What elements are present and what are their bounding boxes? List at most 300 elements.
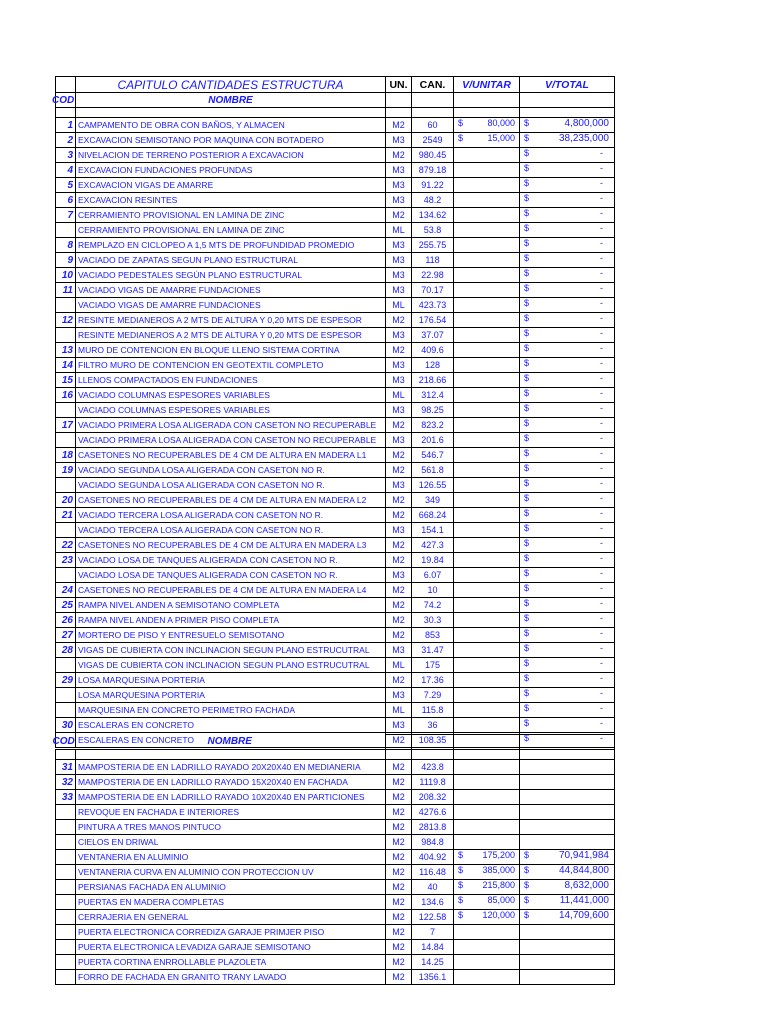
- row-unit-value: [454, 775, 520, 790]
- row-quantity: 128: [412, 358, 454, 373]
- row-unit: M3: [386, 523, 412, 538]
- currency-symbol: $: [524, 658, 530, 668]
- row-unit: M3: [386, 478, 412, 493]
- row-name: CERRAJERIA EN GENERAL: [76, 910, 386, 925]
- currency-symbol: $: [524, 493, 530, 503]
- row-quantity: 30.3: [412, 613, 454, 628]
- row-unit-value: [454, 253, 520, 268]
- row-unit-value: [454, 403, 520, 418]
- row-cod: 9: [56, 253, 76, 268]
- currency-symbol: $: [524, 673, 530, 683]
- row-quantity: 134.62: [412, 208, 454, 223]
- row-unit: M2: [386, 970, 412, 985]
- row-name: PERSIANAS FACHADA EN ALUMINIO: [76, 880, 386, 895]
- row-quantity: 546.7: [412, 448, 454, 463]
- row-name: VACIADO PRIMERA LOSA ALIGERADA CON CASETON NO RECUPERABLE: [76, 418, 386, 433]
- row-unit-value: [454, 805, 520, 820]
- row-cod: [56, 703, 76, 718]
- currency-symbol: $: [524, 643, 530, 653]
- currency-symbol: $: [524, 148, 530, 158]
- row-name: MARQUESINA EN CONCRETO PERIMETRO FACHADA: [76, 703, 386, 718]
- table-row: [56, 223, 615, 238]
- row-name: VIGAS DE CUBIERTA CON INCLINACION SEGUN PLANO ESTRUCUTRAL: [76, 658, 386, 673]
- row-total-value: [520, 313, 615, 328]
- row-quantity: 17.36: [412, 673, 454, 688]
- table-row: [56, 508, 615, 523]
- currency-symbol: $: [524, 403, 530, 413]
- total-value-amount: -: [600, 703, 603, 713]
- row-unit: M2: [386, 910, 412, 925]
- table-row: [56, 775, 615, 790]
- section1-table: [52, 76, 615, 748]
- row-total-value: [520, 805, 615, 820]
- row-name: CAMPAMENTO DE OBRA CON BAÑOS, Y ALMACEN: [76, 118, 386, 133]
- row-quantity: 22.98: [412, 268, 454, 283]
- row-name: RESINTE MEDIANEROS A 2 MTS DE ALTURA Y 0,20 MTS DE ESPESOR: [76, 328, 386, 343]
- row-quantity: 423.73: [412, 298, 454, 313]
- currency-symbol: $: [458, 895, 464, 905]
- row-name: VACIADO PEDESTALES SEGÚN PLANO ESTRUCTURAL: [76, 268, 386, 283]
- row-unit-value: [454, 613, 520, 628]
- row-unit-value: [454, 895, 520, 910]
- total-value-amount: -: [600, 478, 603, 488]
- row-cod: [56, 910, 76, 925]
- row-unit-value: [454, 925, 520, 940]
- row-quantity: 201.6: [412, 433, 454, 448]
- row-unit-value: [454, 133, 520, 148]
- row-unit: M2: [386, 673, 412, 688]
- row-quantity: 4276.6: [412, 805, 454, 820]
- row-quantity: 14.25: [412, 955, 454, 970]
- row-quantity: 126.55: [412, 478, 454, 493]
- row-unit-value: [454, 910, 520, 925]
- row-quantity: 561.8: [412, 463, 454, 478]
- row-total-value: [520, 955, 615, 970]
- total-value-amount: -: [600, 268, 603, 278]
- total-value-amount: -: [600, 523, 603, 533]
- row-unit-value: [454, 223, 520, 238]
- row-name: CASETONES NO RECUPERABLES DE 4 CM DE ALTURA EN MADERA L2: [76, 493, 386, 508]
- row-total-value: [520, 568, 615, 583]
- total-value-amount: -: [600, 163, 603, 173]
- table-row: [56, 493, 615, 508]
- row-quantity: 175: [412, 658, 454, 673]
- unit-value-amount: 120,000: [482, 910, 515, 920]
- row-name: VIGAS DE CUBIERTA CON INCLINACION SEGUN PLANO ESTRUCUTRAL: [76, 643, 386, 658]
- row-unit: M2: [386, 553, 412, 568]
- currency-symbol: $: [524, 910, 530, 920]
- row-quantity: 2813.8: [412, 820, 454, 835]
- row-name: CASETONES NO RECUPERABLES DE 4 CM DE ALTURA EN MADERA L3: [76, 538, 386, 553]
- row-name: VACIADO LOSA DE TANQUES ALIGERADA CON CASETON NO R.: [76, 553, 386, 568]
- row-cod: 26: [56, 613, 76, 628]
- row-cod: [56, 940, 76, 955]
- row-name: EXCAVACION VIGAS DE AMARRE: [76, 178, 386, 193]
- row-unit-value: [454, 790, 520, 805]
- row-unit: M2: [386, 628, 412, 643]
- row-name: MURO DE CONTENCION EN BLOQUE LLENO SISTEMA CORTINA: [76, 343, 386, 358]
- row-cod: 18: [56, 448, 76, 463]
- table-row: [56, 628, 615, 643]
- row-unit: M2: [386, 538, 412, 553]
- currency-symbol: $: [524, 523, 530, 533]
- total-value-amount: 4,800,000: [564, 118, 609, 129]
- row-cod: 22: [56, 538, 76, 553]
- row-name: VACIADO SEGUNDA LOSA ALIGERADA CON CASETON NO R.: [76, 463, 386, 478]
- row-unit-value: [454, 178, 520, 193]
- row-cod: [56, 880, 76, 895]
- row-quantity: 36: [412, 718, 454, 733]
- row-cod: 25: [56, 598, 76, 613]
- row-quantity: 349: [412, 493, 454, 508]
- row-cod: 10: [56, 268, 76, 283]
- total-value-amount: -: [600, 688, 603, 698]
- row-quantity: 176.54: [412, 313, 454, 328]
- currency-symbol: $: [524, 703, 530, 713]
- row-cod: [56, 298, 76, 313]
- currency-symbol: $: [524, 508, 530, 518]
- row-unit: M3: [386, 433, 412, 448]
- row-unit: M3: [386, 643, 412, 658]
- row-cod: 24: [56, 583, 76, 598]
- header-vtotal: V/TOTAL: [520, 77, 615, 93]
- table-row: [56, 643, 615, 658]
- row-unit: M2: [386, 925, 412, 940]
- row-cod: [56, 328, 76, 343]
- row-total-value: [520, 478, 615, 493]
- row-cod: 30: [56, 718, 76, 733]
- table-row: [56, 553, 615, 568]
- table-row: [56, 478, 615, 493]
- finishes-quantities-table: [52, 734, 614, 985]
- table-row: [56, 133, 615, 148]
- row-cod: 23: [56, 553, 76, 568]
- row-unit: M2: [386, 463, 412, 478]
- row-name: MAMPOSTERIA DE EN LADRILLO RAYADO 10X20X40 EN PARTICIONES: [76, 790, 386, 805]
- total-value-amount: -: [600, 358, 603, 368]
- currency-symbol: $: [458, 910, 464, 920]
- row-total-value: [520, 418, 615, 433]
- row-cod: [56, 970, 76, 985]
- currency-symbol: $: [524, 568, 530, 578]
- row-unit-value: [454, 343, 520, 358]
- currency-symbol: $: [458, 133, 464, 143]
- total-value-amount: -: [600, 178, 603, 188]
- row-total-value: [520, 118, 615, 133]
- row-total-value: [520, 658, 615, 673]
- table-row: [56, 790, 615, 805]
- row-name: LOSA MARQUESINA PORTERIA: [76, 673, 386, 688]
- currency-symbol: $: [524, 613, 530, 623]
- table-row: [56, 163, 615, 178]
- row-cod: 33: [56, 790, 76, 805]
- row-cod: [56, 895, 76, 910]
- row-quantity: 118: [412, 253, 454, 268]
- row-quantity: 980.45: [412, 148, 454, 163]
- table-row: [56, 613, 615, 628]
- table-row: [56, 433, 615, 448]
- row-name: MAMPOSTERIA DE EN LADRILLO RAYADO 15X20X40 EN FACHADA: [76, 775, 386, 790]
- table-row: [56, 373, 615, 388]
- table-row: [56, 448, 615, 463]
- currency-symbol: $: [524, 583, 530, 593]
- currency-symbol: $: [524, 208, 530, 218]
- row-name: VACIADO LOSA DE TANQUES ALIGERADA CON CASETON NO R.: [76, 568, 386, 583]
- currency-symbol: $: [524, 880, 530, 890]
- row-unit: M2: [386, 805, 412, 820]
- row-quantity: 6.07: [412, 568, 454, 583]
- total-value-amount: 8,632,000: [564, 880, 609, 891]
- row-name: FORRO DE FACHADA EN GRANITO TRANY LAVADO: [76, 970, 386, 985]
- table-row: [56, 718, 615, 733]
- row-name: REMPLAZO EN CICLOPEO A 1,5 MTS DE PROFUNDIDAD PROMEDIO: [76, 238, 386, 253]
- row-unit: M3: [386, 403, 412, 418]
- row-total-value: [520, 343, 615, 358]
- total-value-amount: -: [600, 553, 603, 563]
- row-unit-value: [454, 583, 520, 598]
- row-unit: M2: [386, 313, 412, 328]
- currency-symbol: $: [524, 193, 530, 203]
- table-row: [56, 658, 615, 673]
- row-total-value: [520, 193, 615, 208]
- structure-quantities-table: [52, 76, 614, 748]
- total-value-amount: -: [600, 418, 603, 428]
- row-unit-value: [454, 208, 520, 223]
- unit-value-amount: 80,000: [487, 118, 515, 128]
- row-unit-value: [454, 508, 520, 523]
- total-value-amount: 70,941,984: [558, 850, 609, 861]
- row-name: PUERTA ELECTRONICA CORREDIZA GARAJE PRIMJER PISO: [76, 925, 386, 940]
- currency-symbol: $: [524, 895, 530, 905]
- row-unit-value: [454, 553, 520, 568]
- table-row: [56, 583, 615, 598]
- row-quantity: 409.6: [412, 343, 454, 358]
- row-unit-value: [454, 298, 520, 313]
- row-name: MORTERO DE PISO Y ENTRESUELO SEMISOTANO: [76, 628, 386, 643]
- row-total-value: [520, 448, 615, 463]
- row-total-value: [520, 790, 615, 805]
- row-quantity: 134.6: [412, 895, 454, 910]
- table-row: [56, 358, 615, 373]
- row-unit: M2: [386, 598, 412, 613]
- row-unit-value: [454, 358, 520, 373]
- row-total-value: [520, 718, 615, 733]
- currency-symbol: $: [524, 733, 530, 743]
- row-unit-value: [454, 688, 520, 703]
- row-unit: M3: [386, 283, 412, 298]
- table-row: [56, 313, 615, 328]
- row-cod: 27: [56, 628, 76, 643]
- row-name: RESINTE MEDIANEROS A 2 MTS DE ALTURA Y 0,20 MTS DE ESPESOR: [76, 313, 386, 328]
- table-row: [56, 895, 615, 910]
- row-name: CIELOS EN DRIWAL: [76, 835, 386, 850]
- currency-symbol: $: [524, 373, 530, 383]
- row-unit: ML: [386, 388, 412, 403]
- row-cod: [56, 925, 76, 940]
- row-quantity: 879.18: [412, 163, 454, 178]
- currency-symbol: $: [524, 538, 530, 548]
- row-name: REVOQUE EN FACHADA E INTERIORES: [76, 805, 386, 820]
- row-unit-value: [454, 433, 520, 448]
- row-total-value: [520, 358, 615, 373]
- row-total-value: [520, 673, 615, 688]
- currency-symbol: $: [524, 688, 530, 698]
- row-unit-value: [454, 268, 520, 283]
- row-name: RAMPA NIVEL ANDEN A SEMISOTANO COMPLETA: [76, 598, 386, 613]
- row-total-value: [520, 865, 615, 880]
- row-total-value: [520, 403, 615, 418]
- row-quantity: 154.1: [412, 523, 454, 538]
- table-row: [56, 238, 615, 253]
- header-row: [56, 77, 615, 93]
- row-unit-value: [454, 820, 520, 835]
- row-cod: [56, 568, 76, 583]
- row-quantity: 853: [412, 628, 454, 643]
- row-name: VACIADO COLUMNAS ESPESORES VARIABLES: [76, 388, 386, 403]
- row-cod: [56, 850, 76, 865]
- row-unit: M2: [386, 940, 412, 955]
- row-name: EXCAVACION RESINTES: [76, 193, 386, 208]
- row-unit-value: [454, 493, 520, 508]
- row-name: CERRAMIENTO PROVISIONAL EN LAMINA DE ZINC: [76, 208, 386, 223]
- row-unit: M2: [386, 118, 412, 133]
- row-total-value: [520, 613, 615, 628]
- row-total-value: [520, 598, 615, 613]
- unit-value-amount: 385,000: [482, 865, 515, 875]
- currency-symbol: $: [524, 313, 530, 323]
- row-unit: M3: [386, 178, 412, 193]
- row-unit-value: [454, 118, 520, 133]
- row-name: FILTRO MURO DE CONTENCION EN GEOTEXTIL COMPLETO: [76, 358, 386, 373]
- row-total-value: [520, 388, 615, 403]
- row-name: VACIADO VIGAS DE AMARRE FUNDACIONES: [76, 298, 386, 313]
- row-total-value: [520, 775, 615, 790]
- row-unit: M3: [386, 268, 412, 283]
- currency-symbol: $: [524, 358, 530, 368]
- total-value-amount: -: [600, 253, 603, 263]
- row-unit-value: [454, 835, 520, 850]
- total-value-amount: 14,709,600: [558, 910, 609, 921]
- currency-symbol: $: [524, 598, 530, 608]
- row-quantity: 115.8: [412, 703, 454, 718]
- header-row: [56, 735, 615, 750]
- row-cod: 4: [56, 163, 76, 178]
- table-row: [56, 598, 615, 613]
- header-cod: COD: [52, 94, 75, 106]
- row-unit-value: [454, 448, 520, 463]
- row-unit-value: [454, 523, 520, 538]
- spacer-row: [56, 750, 615, 760]
- row-unit-value: [454, 238, 520, 253]
- currency-symbol: $: [524, 553, 530, 563]
- row-name: ESCALERAS EN CONCRETO: [76, 718, 386, 733]
- row-quantity: 14.84: [412, 940, 454, 955]
- header-vunitar: V/UNITAR: [454, 77, 520, 93]
- currency-symbol: $: [524, 223, 530, 233]
- total-value-amount: -: [600, 208, 603, 218]
- total-value-amount: -: [600, 283, 603, 293]
- row-unit-value: [454, 940, 520, 955]
- total-value-amount: -: [600, 718, 603, 728]
- total-value-amount: -: [600, 373, 603, 383]
- row-unit-value: [454, 760, 520, 775]
- table-row: [56, 955, 615, 970]
- row-unit: M2: [386, 493, 412, 508]
- table-row: [56, 418, 615, 433]
- row-cod: 8: [56, 238, 76, 253]
- row-unit: M2: [386, 448, 412, 463]
- currency-symbol: $: [458, 850, 464, 860]
- row-cod: 6: [56, 193, 76, 208]
- currency-symbol: $: [524, 478, 530, 488]
- row-unit-value: [454, 373, 520, 388]
- row-name: VACIADO COLUMNAS ESPESORES VARIABLES: [76, 403, 386, 418]
- row-name: VACIADO TERCERA LOSA ALIGERADA CON CASETON NO R.: [76, 508, 386, 523]
- row-total-value: [520, 880, 615, 895]
- row-unit-value: [454, 418, 520, 433]
- currency-symbol: $: [524, 118, 530, 128]
- row-quantity: 98.25: [412, 403, 454, 418]
- total-value-amount: 11,441,000: [559, 895, 609, 906]
- row-cod: 1: [56, 118, 76, 133]
- currency-symbol: $: [524, 865, 530, 875]
- table-row: [56, 760, 615, 775]
- row-total-value: [520, 553, 615, 568]
- row-quantity: 7: [412, 925, 454, 940]
- row-total-value: [520, 760, 615, 775]
- row-total-value: [520, 523, 615, 538]
- row-total-value: [520, 283, 615, 298]
- row-unit: M3: [386, 718, 412, 733]
- row-quantity: 40: [412, 880, 454, 895]
- row-cod: 7: [56, 208, 76, 223]
- table-row: [56, 820, 615, 835]
- total-value-amount: -: [600, 238, 603, 248]
- row-quantity: 91.22: [412, 178, 454, 193]
- row-unit: M3: [386, 193, 412, 208]
- row-quantity: 10: [412, 583, 454, 598]
- row-quantity: 116.48: [412, 865, 454, 880]
- currency-symbol: $: [524, 268, 530, 278]
- table-row: [56, 703, 615, 718]
- spacer-row: [56, 108, 615, 118]
- row-cod: [56, 478, 76, 493]
- row-quantity: 1119.8: [412, 775, 454, 790]
- row-cod: 17: [56, 418, 76, 433]
- row-name: ESCALERAS EN CONCRETO: [76, 733, 386, 748]
- row-cod: 15: [56, 373, 76, 388]
- currency-symbol: $: [458, 865, 464, 875]
- currency-symbol: $: [524, 283, 530, 293]
- row-name: LLENOS COMPACTADOS EN FUNDACIONES: [76, 373, 386, 388]
- row-unit: ML: [386, 658, 412, 673]
- row-total-value: [520, 538, 615, 553]
- currency-symbol: $: [524, 178, 530, 188]
- row-unit-value: [454, 970, 520, 985]
- row-cod: [56, 403, 76, 418]
- row-total-value: [520, 910, 615, 925]
- row-quantity: 48.2: [412, 193, 454, 208]
- header-can: CAN.: [412, 77, 454, 93]
- row-quantity: 37.07: [412, 328, 454, 343]
- total-value-amount: -: [600, 388, 603, 398]
- row-name: EXCAVACION FUNDACIONES PROFUNDAS: [76, 163, 386, 178]
- table-row: [56, 805, 615, 820]
- row-cod: [56, 433, 76, 448]
- row-total-value: [520, 298, 615, 313]
- total-value-amount: 44,844,800: [558, 865, 609, 876]
- row-name: CASETONES NO RECUPERABLES DE 4 CM DE ALTURA EN MADERA L1: [76, 448, 386, 463]
